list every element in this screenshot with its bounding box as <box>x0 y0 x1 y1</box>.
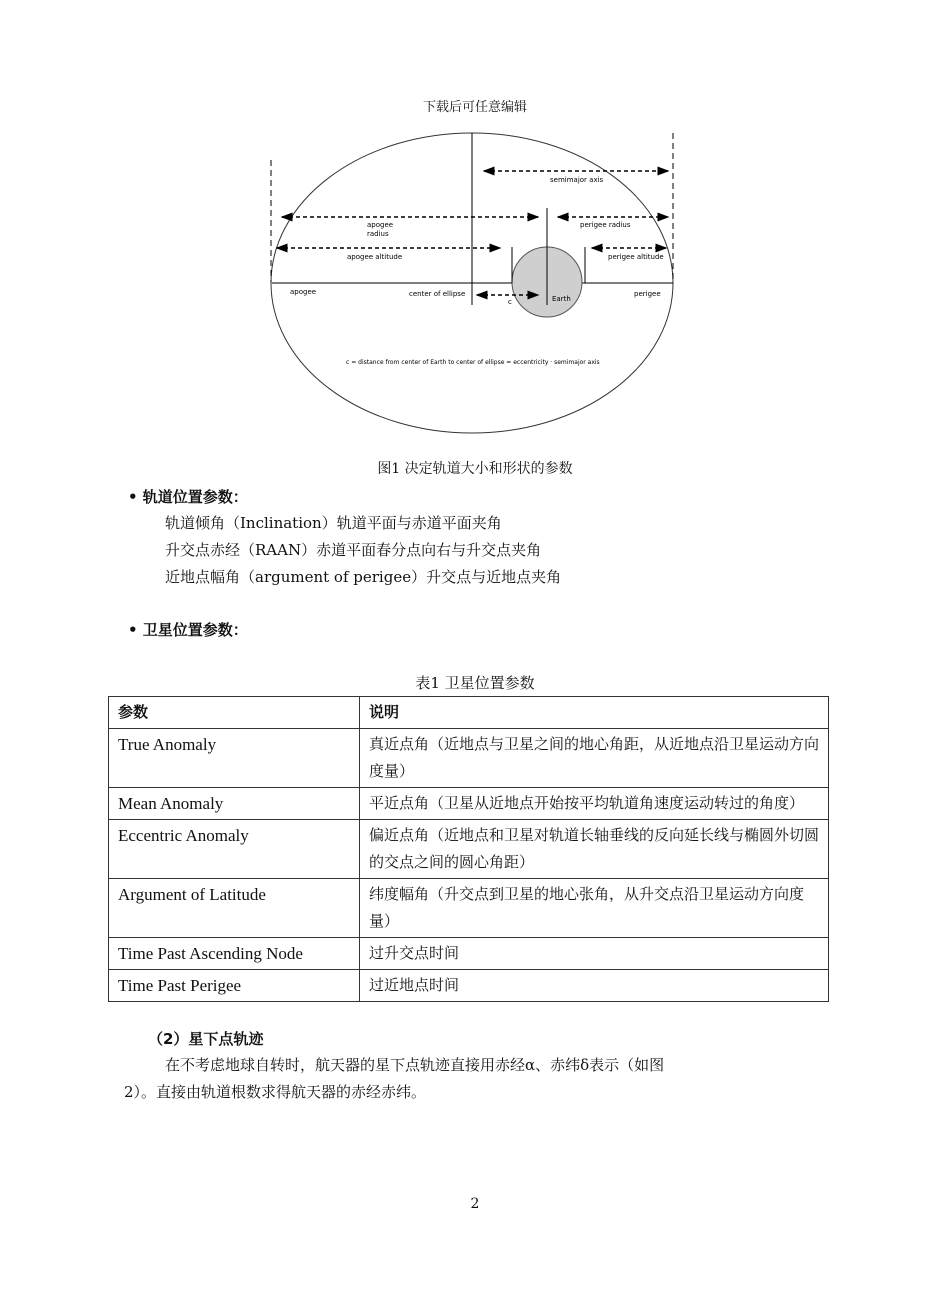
satellite-position-table <box>108 696 829 1002</box>
table-row <box>109 729 829 788</box>
label-semimajor: semimajor axis <box>550 176 604 184</box>
label-perigee: perigee <box>634 290 661 298</box>
table-caption: 表1 卫星位置参数 <box>415 674 535 692</box>
cell: 过升交点时间 <box>360 938 829 970</box>
orbit-diagram <box>0 0 950 450</box>
label-formula: c = distance from center of Earth to center of ellipse = eccentricity · semimajor axis <box>346 359 600 366</box>
cell: Eccentric Anomaly <box>109 820 360 879</box>
subsection-title: （2）星下点轨迹 <box>148 1030 264 1048</box>
page-header: 下载后可任意编辑 <box>422 100 527 115</box>
cell: Time Past Ascending Node <box>109 938 360 970</box>
label-center: center of ellipse <box>409 290 466 298</box>
label-apogee-radius: apogee <box>367 221 394 229</box>
header-cell: 说明 <box>360 697 829 729</box>
page-number: 2 <box>470 1196 480 1212</box>
text-line: 升交点赤经（RAAN）赤道平面春分点向右与升交点夹角 <box>165 541 542 559</box>
cell: 过近地点时间 <box>360 970 829 1002</box>
label-apogee-radius-2: radius <box>367 230 389 238</box>
table-row <box>109 879 829 938</box>
section-title: • 轨道位置参数： <box>128 488 248 506</box>
cell: Time Past Perigee <box>109 970 360 1002</box>
cell: 偏近点角（近地点和卫星对轨道长轴垂线的反向延长线与椭圆外切圆的交点之间的圆心角距） <box>360 820 829 879</box>
cell: 纬度幅角（升交点到卫星的地心张角，从升交点沿卫星运动方向度量） <box>360 879 829 938</box>
cell: Mean Anomaly <box>109 788 360 820</box>
label-earth: Earth <box>552 295 571 303</box>
table-row <box>109 970 829 1002</box>
cell: True Anomaly <box>109 729 360 788</box>
label-perigee-radius: perigee radius <box>580 221 631 229</box>
cell: 平近点角（卫星从近地点开始按平均轨道角速度运动转过的角度） <box>360 788 829 820</box>
cell: 真近点角（近地点与卫星之间的地心角距，从近地点沿卫星运动方向度量） <box>360 729 829 788</box>
table-header <box>109 697 829 729</box>
text-line: 轨道倾角（Inclination）轨道平面与赤道平面夹角 <box>165 514 502 532</box>
paragraph-line: 在不考虑地球自转时，航天器的星下点轨迹直接用赤经α、赤纬δ表示（如图 <box>165 1056 665 1074</box>
paragraph-line: 2）。直接由轨道根数求得航天器的赤经赤纬。 <box>124 1083 427 1101</box>
table-row <box>109 820 829 879</box>
cell: Argument of Latitude <box>109 879 360 938</box>
header-cell: 参数 <box>109 697 360 729</box>
label-perigee-altitude: perigee altitude <box>608 253 664 261</box>
label-apogee: apogee <box>290 288 317 296</box>
figure-caption: 图1 决定轨道大小和形状的参数 <box>377 461 573 477</box>
table-row <box>109 938 829 970</box>
label-c: c <box>508 298 512 306</box>
label-apogee-altitude: apogee altitude <box>347 253 403 261</box>
section-title: • 卫星位置参数： <box>128 621 248 639</box>
table-row <box>109 788 829 820</box>
text-line: 近地点幅角（argument of perigee）升交点与近地点夹角 <box>165 568 562 586</box>
